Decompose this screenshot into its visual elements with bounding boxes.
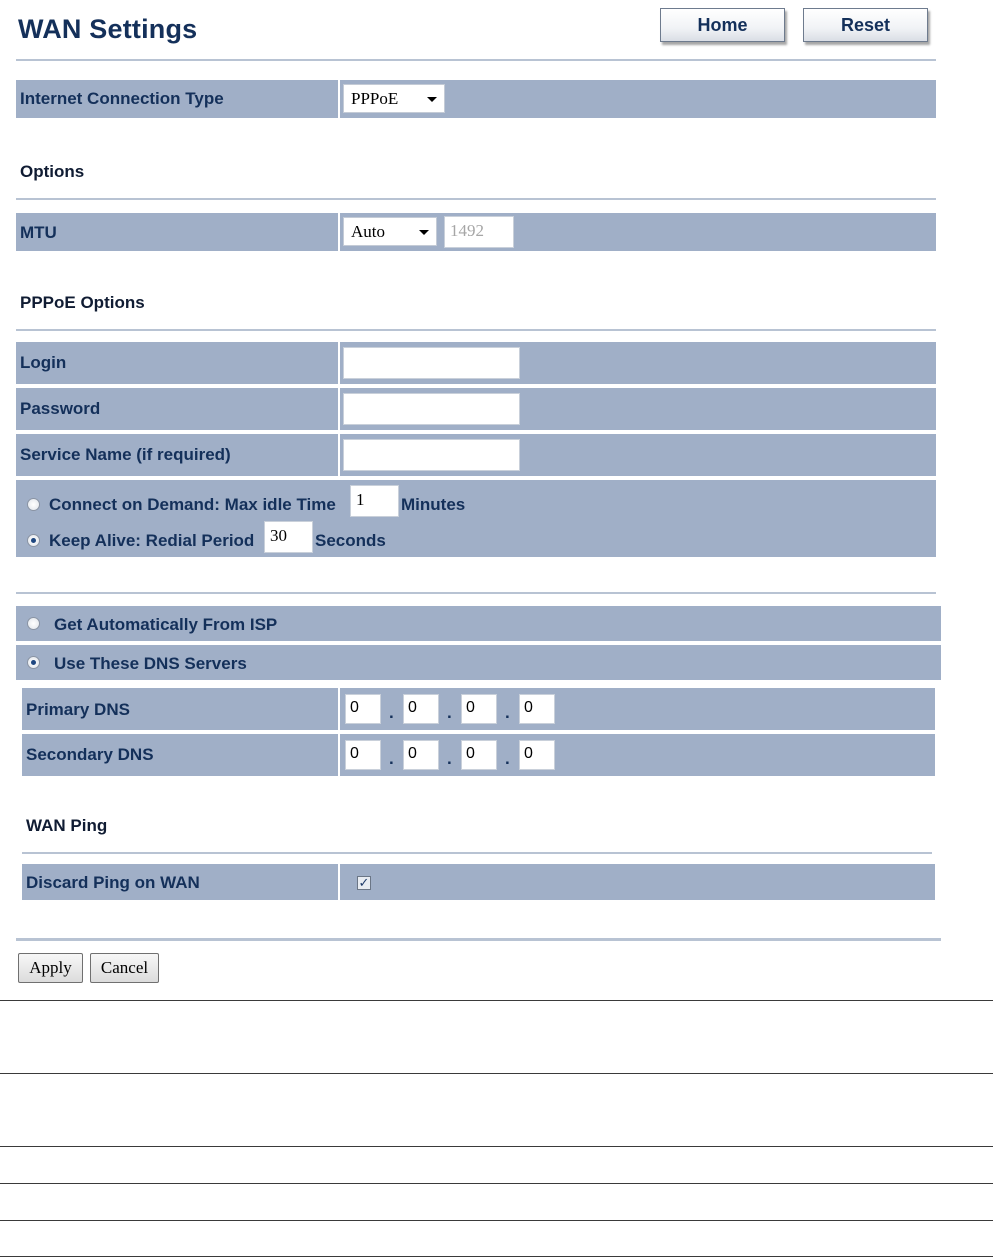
divider [16, 592, 936, 594]
dns-auto-row [16, 606, 941, 641]
connection-type-row [16, 80, 936, 118]
minutes-label: Minutes [401, 495, 466, 514]
seconds-label: Seconds [315, 531, 386, 550]
connect-on-demand-radio[interactable] [27, 498, 40, 511]
connection-type-label: Internet Connection Type [20, 89, 224, 108]
secondary-dns-octet-1[interactable]: 0 [345, 740, 381, 770]
login-input[interactable] [343, 347, 520, 379]
page-title: WAN Settings [18, 14, 198, 44]
keep-alive-radio[interactable] [27, 534, 40, 547]
divider [16, 329, 936, 331]
primary-dns-octet-1[interactable]: 0 [345, 694, 381, 724]
primary-dns-label: Primary DNS [26, 700, 130, 719]
page-rule [0, 1183, 993, 1184]
reset-button[interactable]: Reset [803, 8, 928, 42]
password-input[interactable] [343, 393, 520, 425]
max-idle-time-input[interactable]: 1 [350, 485, 399, 517]
divider [22, 852, 932, 854]
home-button[interactable]: Home [660, 8, 785, 42]
divider [16, 938, 941, 941]
secondary-dns-octet-3[interactable]: 0 [461, 740, 497, 770]
primary-dns-octet-4[interactable]: 0 [519, 694, 555, 724]
service-name-input[interactable] [343, 439, 520, 471]
secondary-dns-row: Secondary DNS 0 . 0 . 0 . 0 [22, 734, 935, 776]
connect-on-demand-label: Connect on Demand: Max idle Time [49, 495, 336, 514]
login-label: Login [20, 353, 67, 372]
redial-period-input[interactable]: 30 [264, 521, 313, 553]
password-label: Password [20, 399, 101, 418]
mtu-mode-select[interactable] [343, 217, 437, 246]
page-rule [0, 1220, 993, 1221]
divider [16, 198, 936, 200]
discard-ping-label: Discard Ping on WAN [26, 873, 200, 892]
primary-dns-octet-3[interactable]: 0 [461, 694, 497, 724]
dns-auto-radio[interactable] [27, 617, 40, 630]
connect-mode-row [16, 480, 936, 557]
mtu-mode-value: Auto [351, 222, 385, 241]
service-name-row [16, 434, 936, 476]
service-name-label: Service Name (if required) [20, 445, 231, 464]
dns-manual-label: Use These DNS Servers [54, 654, 247, 673]
discard-ping-checkbox[interactable]: ✓ [358, 875, 370, 890]
chevron-down-icon [419, 230, 429, 235]
discard-ping-row [22, 864, 935, 900]
wan-ping-heading: WAN Ping [26, 816, 108, 835]
primary-dns-octet-2[interactable]: 0 [403, 694, 439, 724]
secondary-dns-octet-2[interactable]: 0 [403, 740, 439, 770]
secondary-dns-octet-4[interactable]: 0 [519, 740, 555, 770]
dns-manual-row [16, 645, 941, 680]
apply-button[interactable]: Apply [18, 953, 83, 983]
login-row [16, 342, 936, 384]
keep-alive-label: Keep Alive: Redial Period [49, 531, 255, 550]
divider [16, 59, 936, 61]
mtu-label: MTU [20, 223, 57, 242]
secondary-dns-label: Secondary DNS [26, 745, 154, 764]
page-rule [0, 1256, 993, 1257]
dns-manual-radio[interactable] [27, 656, 40, 669]
connection-type-value: PPPoE [351, 89, 399, 108]
page-rule [0, 1073, 993, 1074]
password-row [16, 388, 936, 430]
pppoe-options-heading: PPPoE Options [20, 293, 145, 312]
mtu-value-input[interactable]: 1492 [444, 216, 514, 248]
primary-dns-row: Primary DNS 0 . 0 . 0 . 0 [22, 688, 935, 730]
connection-type-select[interactable] [343, 84, 445, 113]
page-rule [0, 1000, 993, 1001]
mtu-row [16, 213, 936, 251]
chevron-down-icon [427, 97, 437, 102]
page-rule [0, 1146, 993, 1147]
cancel-button[interactable]: Cancel [90, 953, 159, 983]
options-heading: Options [20, 162, 85, 181]
dns-auto-label: Get Automatically From ISP [54, 615, 278, 634]
